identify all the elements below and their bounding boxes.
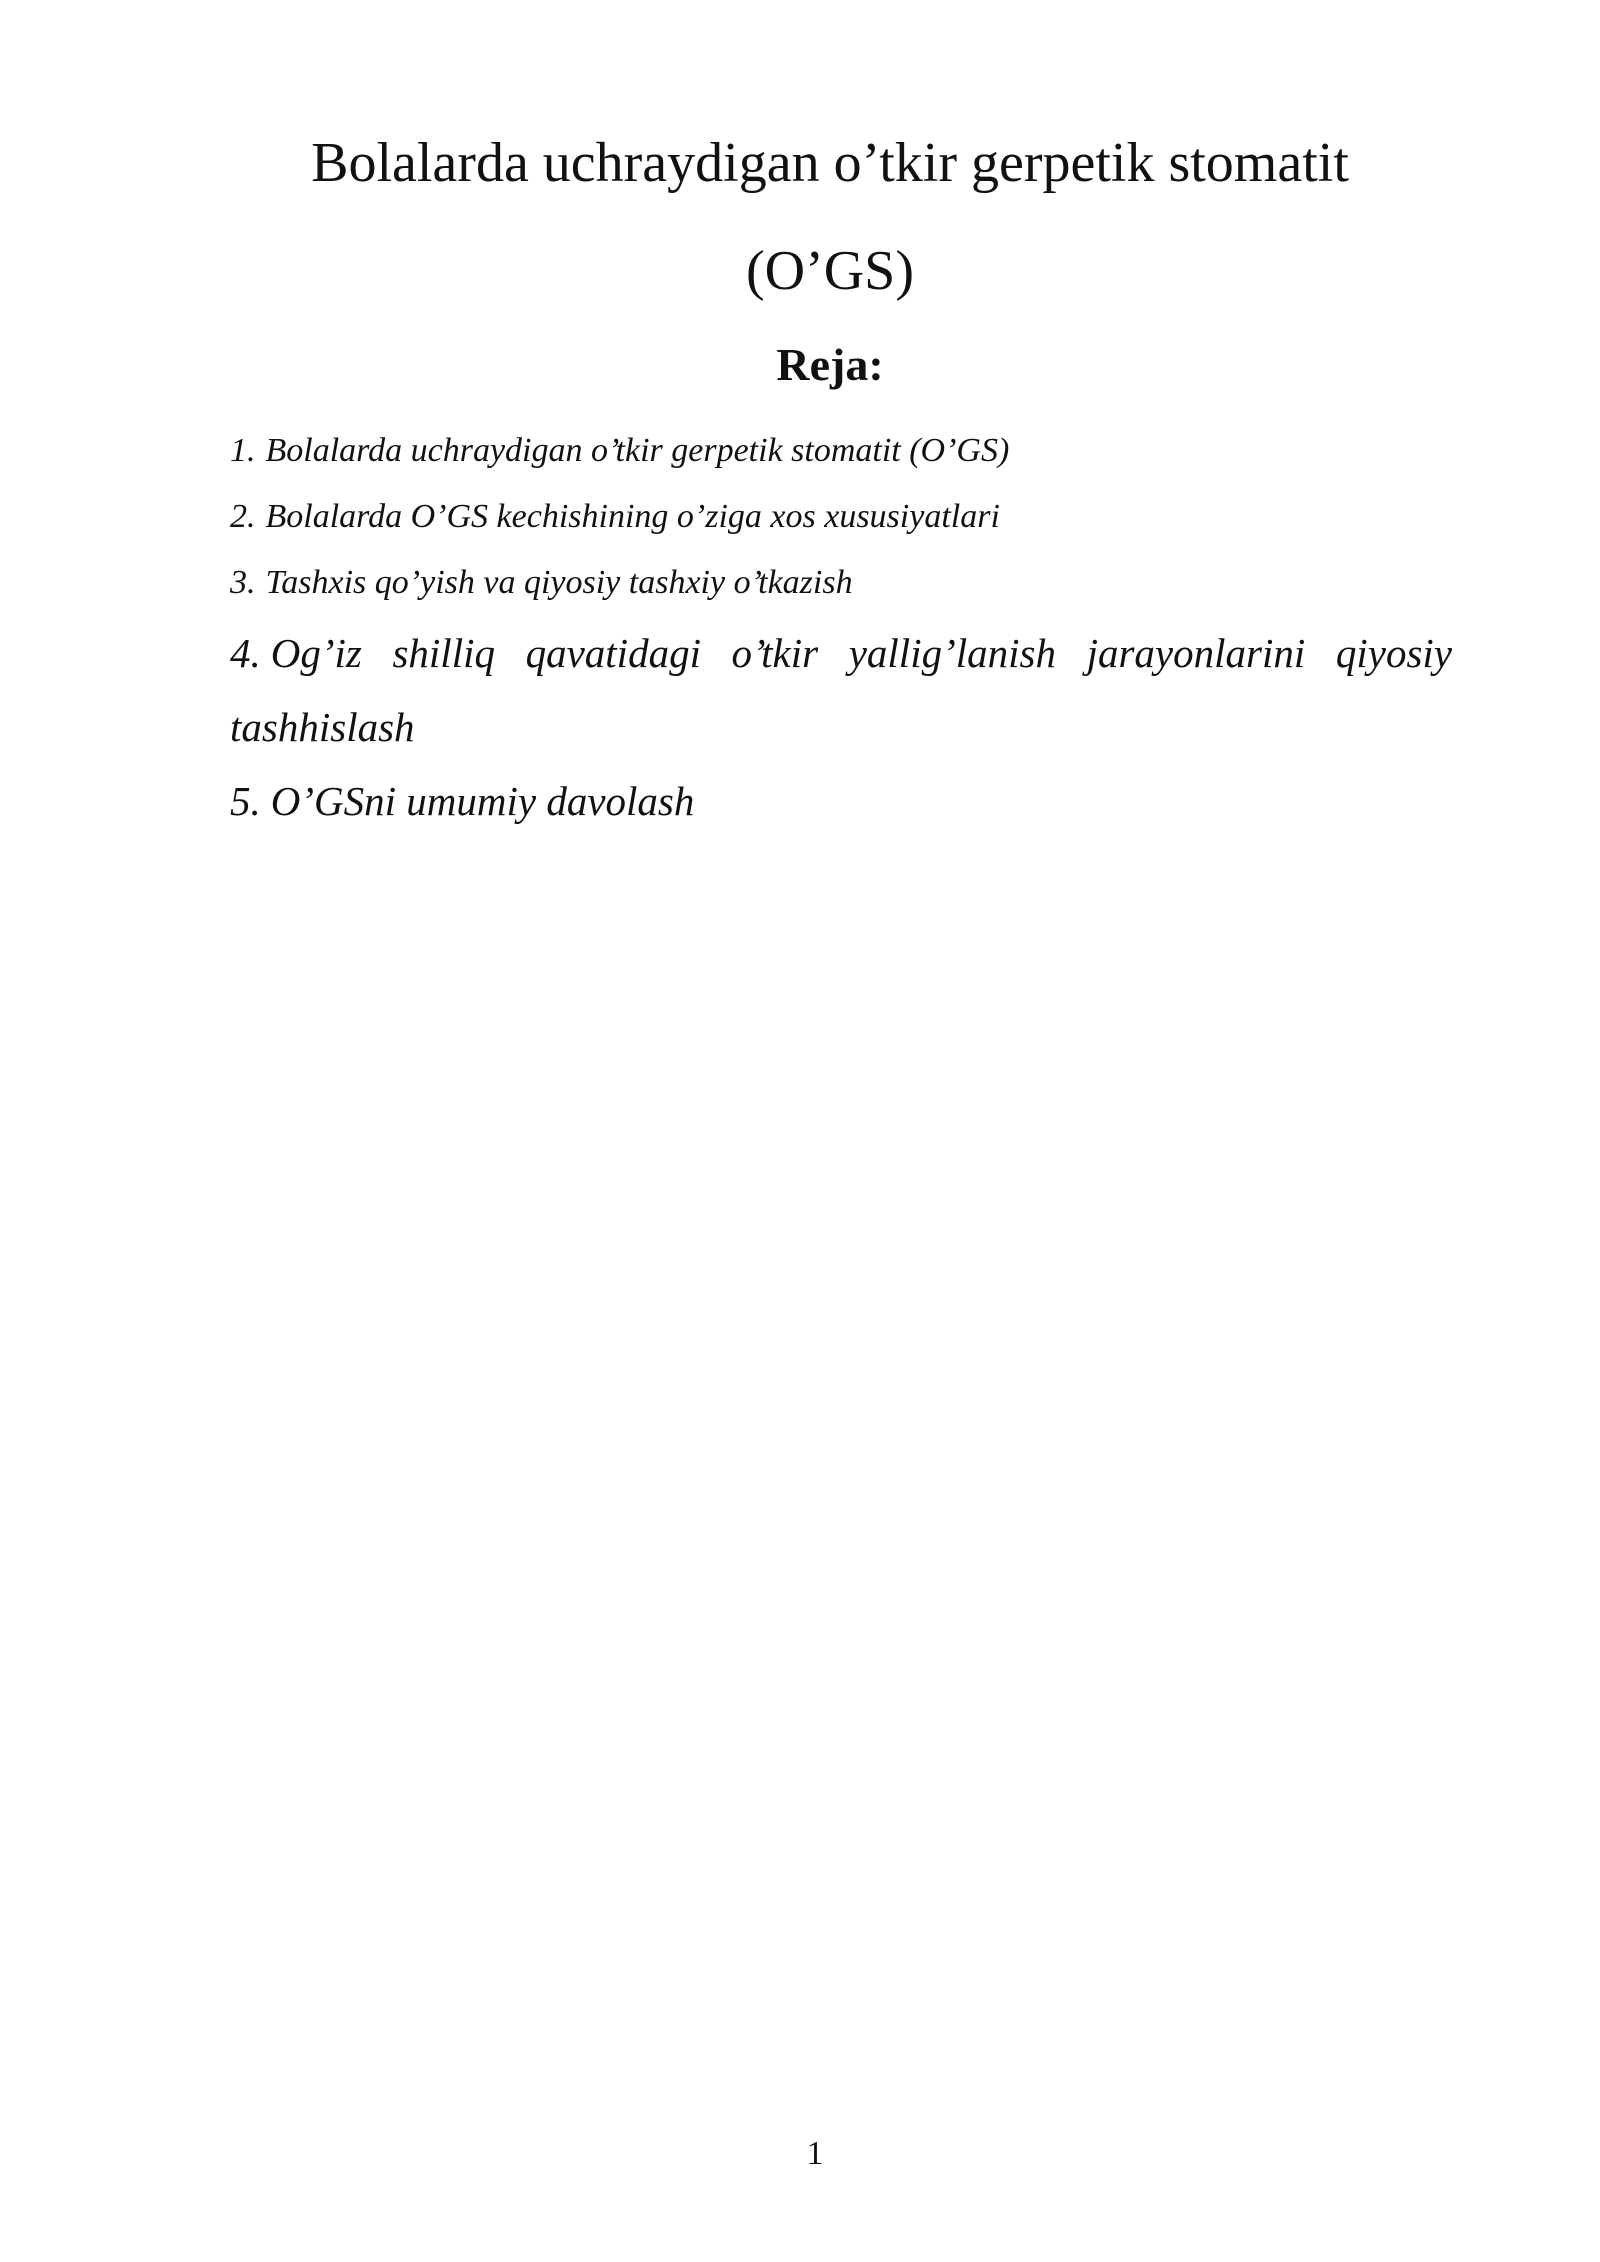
plan-item-4 [230, 616, 1452, 764]
plan-item-text: Bolalarda uchraydigan o’tkir gerpetik stomatit (O’GS) [265, 432, 1010, 469]
page-number: 1 [806, 2135, 824, 2172]
plan-item-number: 4. [230, 630, 261, 676]
plan-item-number: 3. [230, 564, 256, 601]
plan-item-number: 1. [230, 432, 256, 469]
plan-heading: Reja: [776, 339, 884, 390]
plan-item-text: Og’iz shilliq qavatidagi o’tkir yallig’lanish jarayonlarini qiyosiy tashhislash [230, 630, 1452, 750]
plan-item-text: Tashxis qo’yish va qiyosiy tashxiy o’tkazish [265, 564, 853, 601]
plan-item-text: O’GSni umumiy davolash [270, 778, 695, 824]
plan-item-5 [230, 764, 1452, 838]
plan-item-text: Bolalarda O’GS kechishining o’ziga xos xususiyatlari [265, 498, 1000, 535]
plan-item-number: 2. [230, 498, 256, 535]
plan-list [230, 418, 1452, 838]
plan-item-3 [230, 550, 1452, 616]
plan-item-1 [230, 418, 1452, 484]
document-title-abbreviation: (O’GS) [746, 240, 914, 302]
plan-item-number: 5. [230, 778, 261, 824]
plan-item-2 [230, 484, 1452, 550]
document-title: Bolalarda uchraydigan o’tkir gerpetik stomatit [311, 132, 1349, 194]
